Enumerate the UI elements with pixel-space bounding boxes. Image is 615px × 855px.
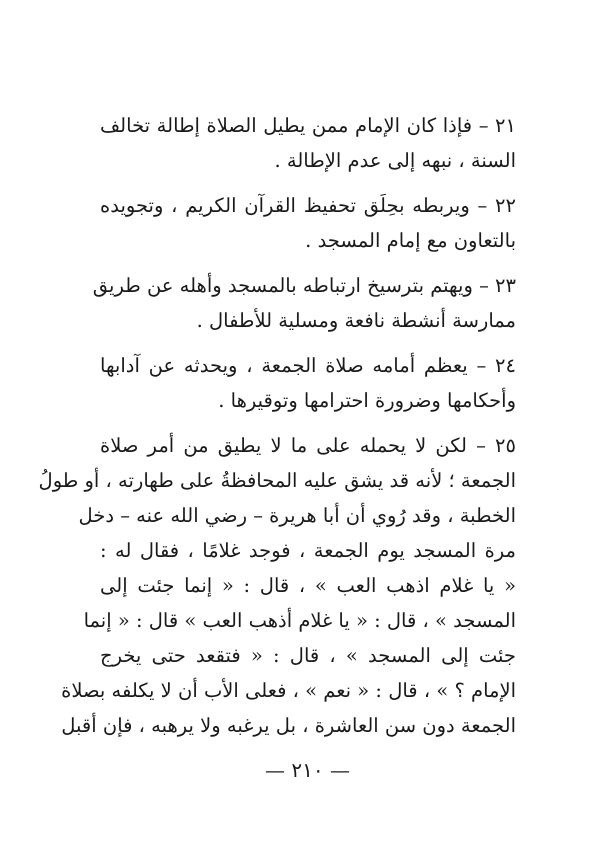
text-line: السنة ، نبهه إلى عدم الإطالة . [274, 149, 516, 172]
paragraph-22 [100, 188, 516, 258]
text-line: الإمام ؟ » ، قال : « نعم » ، فعلى الأب أن لا يكلفه بصلاة [61, 679, 516, 702]
text-line: المسجد » ، قال : « يا غلام أذهب العب » قال : « إنما [83, 609, 516, 632]
page-number: — ٢١٠ — [265, 758, 350, 782]
paragraph-25 [38, 428, 516, 743]
text-line: ممارسة أنشطة نافعة ومسلية للأطفال . [196, 309, 516, 332]
text-line: ٢٥ – لكن لا يحمله على ما لا يطيق من أمر صلاة [100, 434, 516, 457]
text-line: ٢٣ – ويهتم بترسيخ ارتباطه بالمسجد وأهله عن طريق [92, 274, 516, 297]
text-line: ٢١ – فإذا كان الإمام ممن يطيل الصلاة إطالة تخالف [100, 114, 516, 137]
paragraph-24 [100, 348, 516, 418]
paragraph-23 [92, 268, 516, 338]
text-line: جئت إلى المسجد » ، قال : « فتقعد حتى يخرج [100, 644, 516, 667]
text-line: « يا غلام اذهب العب » ، قال : « إنما جئت إلى [100, 574, 516, 597]
text-line: مرة المسجد يوم الجمعة ، فوجد غلامًا ، فقال له : [100, 539, 516, 562]
text-line: الجمعة دون سن العاشرة ، بل يرغبه ولا يرهبه ، فإن أقبل [61, 714, 516, 737]
text-line: ٢٢ – ويربطه بحِلَق تحفيظ القرآن الكريم ، وتجويده [100, 194, 516, 217]
body-text [38, 108, 516, 753]
text-line: الجمعة ؛ لأنه قد يشق عليه المحافظةُ على طهارته ، أو طولُ [38, 469, 516, 492]
text-line: ٢٤ – يعظم أمامه صلاة الجمعة ، ويحدثه عن آدابها [100, 354, 516, 377]
paragraph-21 [100, 108, 516, 178]
text-line: الخطبة ، وقد رُوي أن أبا هريرة – رضي الله عنه – دخل [78, 504, 516, 527]
text-line: وأحكامها وضرورة احترامها وتوقيرها . [218, 389, 516, 412]
text-line: بالتعاون مع إمام المسجد . [305, 229, 516, 252]
